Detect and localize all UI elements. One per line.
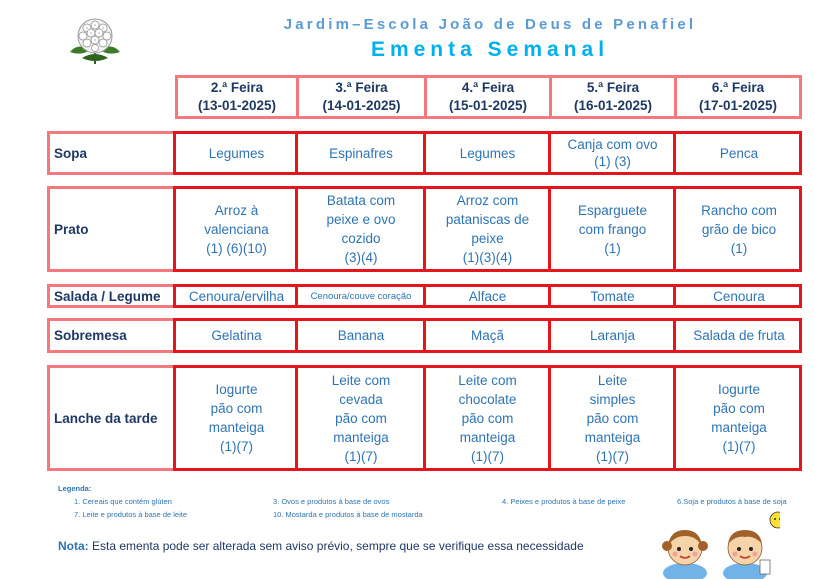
menu-cell bbox=[426, 365, 549, 471]
day-header bbox=[549, 75, 677, 119]
menu-cell-line: (1)(3)(4) bbox=[462, 250, 513, 265]
menu-cell-line: pataniscas de bbox=[445, 212, 530, 227]
row-label: Lanche da tarde bbox=[47, 365, 176, 471]
menu-cell-line: Leite com bbox=[331, 372, 391, 388]
day-header bbox=[424, 75, 552, 119]
menu-cell bbox=[298, 365, 424, 471]
menu-cell bbox=[676, 131, 802, 175]
menu-cell-line: Espinafres bbox=[329, 145, 393, 161]
menu-cell bbox=[551, 318, 674, 353]
menu-cell-line: Legumes bbox=[459, 145, 516, 161]
menu-cell-line: Leite com bbox=[458, 372, 517, 388]
menu-cell-line: manteiga bbox=[459, 429, 516, 445]
menu-cell-line: cozido bbox=[341, 231, 381, 246]
menu-cell-line: Rancho com bbox=[701, 202, 777, 218]
menu-cell-line: (1)(7) bbox=[219, 439, 253, 454]
menu-cell-line: Alface bbox=[468, 288, 507, 304]
menu-cell-line: Arroz à bbox=[214, 202, 259, 218]
menu-cell-line: Esparguete bbox=[577, 202, 648, 218]
menu-cell-line: Banana bbox=[337, 328, 385, 343]
menu-cell bbox=[426, 318, 549, 353]
menu-cell-line: valenciana bbox=[204, 221, 269, 237]
school-name: Jardim–Escola João de Deus de Penafiel bbox=[283, 16, 697, 33]
menu-cell-line: (1) (6)(10) bbox=[206, 240, 267, 256]
menu-cell-line: (1) bbox=[730, 240, 748, 256]
menu-cell-line: Tomate bbox=[590, 288, 635, 304]
menu-title: Ementa Semanal bbox=[370, 38, 610, 61]
row-label: Salada / Legume bbox=[47, 284, 176, 308]
menu-cell bbox=[298, 186, 424, 272]
menu-cell-line: manteiga bbox=[208, 420, 265, 435]
menu-cell-line: pão com bbox=[335, 410, 387, 426]
note-label: Nota: bbox=[58, 539, 89, 553]
menu-cell bbox=[177, 131, 296, 175]
menu-cell-line: peixe bbox=[471, 231, 504, 246]
legend-item-10: 10. Mostarda e produtos à base de mostarda bbox=[273, 510, 423, 519]
day-date: (16-01-2025) bbox=[573, 98, 653, 113]
menu-cell bbox=[426, 284, 549, 308]
menu-cell-line: Maçã bbox=[470, 328, 504, 343]
menu-cell-line: com frango bbox=[578, 221, 647, 237]
menu-cell bbox=[177, 365, 296, 471]
menu-cell-line: (1)(7) bbox=[344, 448, 378, 464]
menu-cell-line: Laranja bbox=[589, 328, 636, 343]
menu-cell-line: pão com bbox=[586, 410, 639, 426]
menu-cell-line: chocolate bbox=[458, 391, 517, 407]
row-label: Prato bbox=[47, 186, 176, 272]
day-date: (14-01-2025) bbox=[322, 98, 401, 113]
menu-cell-line: Leite bbox=[597, 372, 628, 388]
menu-cell-line: (1)(7) bbox=[722, 439, 756, 454]
menu-cell-line: Iogurte bbox=[215, 382, 258, 397]
legend-title: Legenda: bbox=[58, 484, 92, 493]
note-text: Esta ementa pode ser alterada sem aviso prévio, sempre que se verifique essa necessidade bbox=[88, 539, 584, 553]
menu-cell-line: Cenoura/ervilha bbox=[188, 288, 285, 304]
menu-cell-line: Cenoura/couve coração bbox=[310, 291, 412, 302]
menu-cell-line: manteiga bbox=[711, 420, 767, 435]
day-header bbox=[296, 75, 427, 119]
day-name: 2.ª Feira bbox=[210, 80, 264, 95]
menu-cell bbox=[551, 131, 674, 175]
menu-cell-line: (1)(7) bbox=[471, 448, 504, 464]
menu-cell bbox=[426, 131, 549, 175]
menu-cell bbox=[177, 284, 296, 308]
menu-cell bbox=[298, 131, 424, 175]
menu-cell bbox=[676, 186, 802, 272]
menu-cell-line: (1) bbox=[604, 240, 621, 256]
menu-cell-line: (3)(4) bbox=[344, 250, 378, 265]
menu-cell bbox=[426, 186, 549, 272]
day-name: 5.ª Feira bbox=[586, 80, 640, 95]
menu-cell-line: (1)(7) bbox=[595, 448, 629, 464]
menu-cell-line: Batata com bbox=[326, 193, 396, 208]
menu-cell bbox=[551, 365, 674, 471]
day-name: 3.ª Feira bbox=[335, 80, 388, 95]
menu-cell-line: cevada bbox=[339, 391, 383, 407]
menu-cell bbox=[676, 365, 802, 471]
menu-cell-line: grão de bico bbox=[701, 221, 777, 237]
legend-item-4: 4. Peixes e produtos à base de peixe bbox=[502, 497, 626, 506]
menu-cell bbox=[177, 186, 296, 272]
menu-cell-line: Cenoura bbox=[713, 288, 765, 304]
menu-cell-line: peixe e ovo bbox=[326, 212, 396, 227]
day-date: (15-01-2025) bbox=[448, 98, 528, 113]
legend-item-7: 7. Leite e produtos à base de leite bbox=[74, 510, 187, 519]
legend-item-1: 1. Cereais que contém glúten bbox=[74, 497, 172, 506]
day-name: 4.ª Feira bbox=[461, 80, 515, 95]
day-date: (17-01-2025) bbox=[698, 98, 778, 113]
menu-cell-line: Legumes bbox=[208, 145, 265, 161]
menu-cell bbox=[298, 284, 424, 308]
menu-cell-line: Salada de fruta bbox=[693, 328, 785, 343]
menu-cell-line: pão com bbox=[461, 410, 514, 426]
school-logo bbox=[60, 12, 130, 66]
menu-cell-line: Penca bbox=[719, 145, 759, 161]
kids-illustration bbox=[650, 508, 780, 579]
menu-cell bbox=[676, 284, 802, 308]
row-label: Sopa bbox=[47, 131, 176, 175]
day-date: (13-01-2025) bbox=[197, 98, 277, 113]
menu-cell bbox=[298, 318, 424, 353]
menu-cell-line: simples bbox=[589, 391, 636, 407]
day-name: 6.ª Feira bbox=[711, 80, 765, 95]
row-label: Sobremesa bbox=[47, 318, 176, 353]
menu-cell-line: pão com bbox=[713, 401, 765, 416]
menu-cell-line: Arroz com bbox=[456, 193, 519, 208]
menu-cell bbox=[551, 186, 674, 272]
legend-item-3: 3. Ovos e produtos à base de ovos bbox=[273, 497, 390, 506]
menu-cell-line: manteiga bbox=[584, 429, 641, 445]
day-header bbox=[175, 75, 299, 119]
menu-cell-line: pão com bbox=[210, 401, 263, 416]
note bbox=[58, 539, 584, 553]
menu-cell bbox=[177, 318, 296, 353]
menu-cell-line: Iogurte bbox=[717, 382, 760, 397]
menu-cell-line: Canja com ovo bbox=[567, 137, 658, 152]
menu-cell bbox=[551, 284, 674, 308]
menu-cell-line: (1) (3) bbox=[594, 154, 631, 169]
menu-cell bbox=[676, 318, 802, 353]
legend-item-6: 6.Soja e produtos à base de soja bbox=[677, 497, 787, 506]
menu-cell-line: manteiga bbox=[333, 429, 389, 445]
day-header bbox=[674, 75, 802, 119]
menu-cell-line: Gelatina bbox=[211, 328, 262, 343]
